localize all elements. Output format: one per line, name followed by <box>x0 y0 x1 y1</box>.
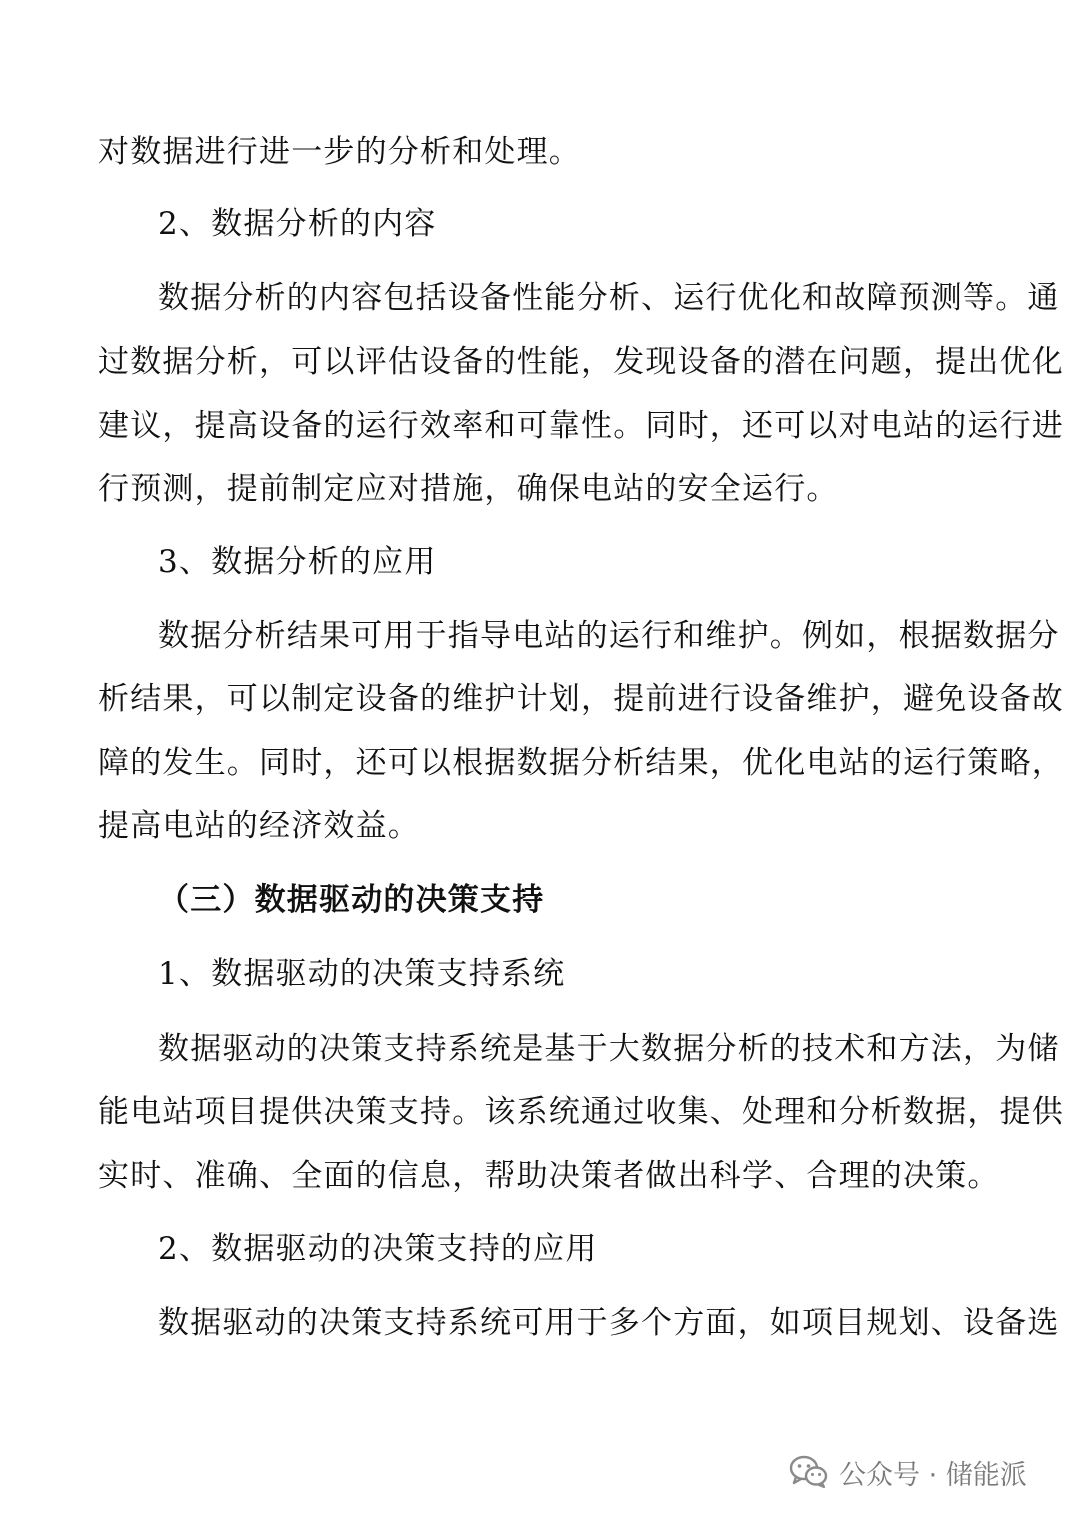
paragraph-line: 建议，提高设备的运行效率和可靠性。同时，还可以对电站的运行进 <box>98 408 1064 444</box>
paragraph-line: 能电站项目提供决策支持。该系统通过收集、处理和分析数据，提供 <box>98 1094 1064 1130</box>
subheading-decision-support-system: 1、数据驱动的决策支持系统 <box>158 956 566 992</box>
paragraph-line: 行预测，提前制定应对措施，确保电站的安全运行。 <box>98 471 839 507</box>
paragraph-line: 数据分析的内容包括设备性能分析、运行优化和故障预测等。通 <box>158 280 1060 316</box>
paragraph-line: 实时、准确、全面的信息，帮助决策者做出科学、合理的决策。 <box>98 1158 1000 1194</box>
subheading-data-analysis-application: 3、数据分析的应用 <box>158 544 437 580</box>
paragraph-line: 数据驱动的决策支持系统可用于多个方面，如项目规划、设备选 <box>158 1305 1060 1341</box>
paragraph-line: 障的发生。同时，还可以根据数据分析结果，优化电站的运行策略， <box>98 745 1064 781</box>
subheading-decision-support-application: 2、数据驱动的决策支持的应用 <box>158 1231 598 1267</box>
paragraph-line: 过数据分析，可以评估设备的性能，发现设备的潜在问题，提出优化 <box>98 344 1064 380</box>
subheading-data-analysis-content: 2、数据分析的内容 <box>158 206 437 242</box>
paragraph-line: 对数据进行进一步的分析和处理。 <box>98 134 581 170</box>
paragraph-line: 数据驱动的决策支持系统是基于大数据分析的技术和方法，为储 <box>158 1031 1060 1067</box>
section-heading-decision-support: （三）数据驱动的决策支持 <box>158 882 545 918</box>
wechat-icon <box>789 1455 829 1489</box>
watermark-text: 公众号 · 储能派 <box>839 1459 1027 1491</box>
paragraph-line: 数据分析结果可用于指导电站的运行和维护。例如，根据数据分 <box>158 618 1060 654</box>
paragraph-line: 提高电站的经济效益。 <box>98 808 420 844</box>
wechat-watermark <box>789 1452 1027 1492</box>
paragraph-line: 析结果，可以制定设备的维护计划，提前进行设备维护，避免设备故 <box>98 681 1064 717</box>
